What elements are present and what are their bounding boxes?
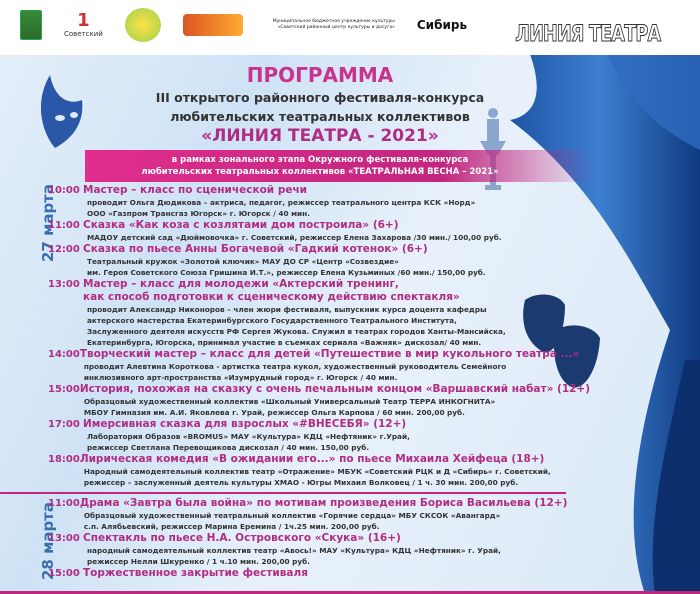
event-description: проводит Александр Никоноров – член жюри фестиваля, выпускник курса доцента кафедры xyxy=(87,305,487,314)
program-heading: ПРОГРАММА xyxy=(246,63,394,87)
event-time: 13:00 xyxy=(48,533,80,544)
event-description: актерского мастерства Екатеринбургского Государственного Театрального Института, xyxy=(87,316,457,325)
schedule-item xyxy=(48,453,551,488)
event-description: Заслуженного деятеля искусств РФ Сергея Жукова. Служил в театрах городов Ханты-Мансийска, xyxy=(87,327,506,336)
event-title: Спектакль по пьесе Н.А. Островского «Скука» (16+) xyxy=(83,532,401,544)
event-title: Творческий мастер – класс для детей «Путешествие в мир кукольного театра ...» xyxy=(79,348,580,360)
event-description: с.п. Алябьевский, режиссер Марина Еремина / 1ч.25 мин. 200,00 руб. xyxy=(83,522,380,531)
event-time: 17:00 xyxy=(48,419,80,430)
event-time: 15:00 xyxy=(48,568,80,579)
day-divider xyxy=(0,492,566,494)
schedule-item xyxy=(48,567,518,580)
event-time: 18:00 xyxy=(48,454,80,465)
event-description: им. Героя Советского Союза Гришина И.Т.», режиссер Елена Кузьминых /60 мин./ 150,00 руб. xyxy=(87,268,486,277)
event-title: Драма «Завтра была война» по мотивам произведения Бориса Васильева (12+) xyxy=(79,497,568,509)
event-description: МБОУ Гимназия им. А.И. Яковлева г. Урай, режиссер Ольга Карпова / 60 мин. 200,00 руб. xyxy=(83,408,465,417)
program-subtitle: III открытого районного фестиваля-конкурса любительских театральных коллективов xyxy=(155,90,485,124)
mask-icon xyxy=(30,70,90,150)
schedule xyxy=(48,184,591,580)
event-title: Мастер – класс по сценической речи xyxy=(83,184,308,196)
schedule-item xyxy=(48,532,518,567)
event-description: режиссер Нелли Шкуренко / 1 ч.10 мин. 200,00 руб. xyxy=(87,557,311,566)
event-description: народный самодеятельный коллектив театр «Авось!» МАУ «Культура» КДЦ «Нефтяник» г. Урай, xyxy=(87,546,501,555)
event-description: Театральный кружок «Золотой ключик» МАУ ДО СР «Центр «Созвездие» xyxy=(87,257,399,266)
event-description: Образцовый художественный театральный коллектив «Горячие сердца» МБУ СКСОК «Авангард» xyxy=(83,511,501,520)
event-title: Торжественное закрытие фестиваля xyxy=(83,567,308,579)
event-title: Мастер – класс для молодежи «Актерский тренинг, xyxy=(83,278,399,290)
event-time: 11:00 xyxy=(48,498,80,509)
event-description: проводит Ольга Дюдикова – актриса, педагог, режиссер театрального центра КСК «Норд» xyxy=(87,198,476,207)
event-title: Лирическая комедия «В ожидании его...» по пьесе Михаила Хейфеца (18+) xyxy=(79,453,545,465)
festival-name: «ЛИНИЯ ТЕАТРА - 2021» xyxy=(201,126,439,146)
event-title: История, похожая на сказку с очень печальным концом «Варшавский набат» (12+) xyxy=(79,383,591,395)
event-description: проводит Алевтина Короткова - артистка театра кукол, художественный руководитель Семейного xyxy=(83,362,507,371)
event-time: 13:00 xyxy=(48,279,80,290)
schedule-item xyxy=(48,383,591,418)
event-title: как способ подготовки к сценическому действию спектакля» xyxy=(83,291,460,303)
schedule-item xyxy=(48,418,518,453)
schedule-item xyxy=(48,184,518,219)
event-description: инклюзивного арт-пространства «Изумрудный город» г. Югорск / 40 мин. xyxy=(83,373,398,382)
event-description: Образцовый художественный коллектив «Школьный Универсальный Театр ТЕРРА ИНКОГНИТА» xyxy=(83,397,496,406)
event-description: режиссер Светлана Перевощикова дискозал / 40 мин. 150,00 руб. xyxy=(87,443,370,452)
day-label: 28 марта xyxy=(39,501,57,581)
event-description: МАДОУ детский сад «Дюймовочка» г. Советский, режиссер Елена Захарова /30 мин./ 100,00 руб. xyxy=(87,233,502,242)
mbuk-label: Муниципальное бюджетное учреждение культуры «Советский районный центр культуры и досуга» xyxy=(272,19,395,30)
event-description: Лаборатория Образов «BROMUS» МАУ «Культура» КДЦ «Нефтяник» г.Урай, xyxy=(87,432,410,441)
event-title: Сказка по пьесе Анны Богачевой «Гадкий котенок» (6+) xyxy=(83,243,428,255)
event-time: 12:00 xyxy=(48,244,80,255)
schedule-item xyxy=(48,278,518,348)
event-time: 15:00 xyxy=(48,384,80,395)
sovetsky-logo: 1 Советский xyxy=(64,10,103,38)
schedule-item xyxy=(48,219,518,243)
schedule-item xyxy=(48,497,568,532)
event-description: Екатеринбурга, Югорска, принимал участие в съемках сериала «Важняк» дискозал/ 40 мин. xyxy=(87,338,482,347)
event-description: режиссер – заслуженный деятель культуры ХМАО - Югры Михаил Волковец / 1 ч. 30 мин. 200,00 руб. xyxy=(83,478,519,487)
event-time: 11:00 xyxy=(48,220,80,231)
schedule-item xyxy=(48,243,518,278)
event-time: 10:00 xyxy=(48,185,80,196)
event-description: ООО «Газпром Трансгаз Югорск» г. Югорск / 40 мин. xyxy=(87,209,310,218)
event-time: 14:00 xyxy=(48,349,80,360)
festival-brand-logo: ЛИНИЯ ТЕАТРА xyxy=(514,22,660,47)
event-title: Имерсивная сказка для взрослых «#ВНЕСЕБЯ» (12+) xyxy=(83,418,407,430)
district-crest-logo xyxy=(20,10,42,40)
partner-logos xyxy=(20,8,467,42)
sibir-logo: Сибирь xyxy=(416,18,468,32)
ereka-logo xyxy=(183,14,243,36)
festival-kids-logo xyxy=(125,8,161,42)
day-label: 27 марта xyxy=(39,183,57,263)
event-title: Сказка «Как коза с козлятами дом построила» (6+) xyxy=(83,219,399,231)
schedule-item xyxy=(48,348,580,383)
event-description: Народный самодеятельный коллектив театр «Отражение» МБУК «Советский РЦК и Д «Сибирь» г. Советский, xyxy=(83,467,551,476)
subtitle-band: в рамках зонального этапа Окружного фестиваля-конкурса любительских театральных коллективов «ТЕАТРАЛЬНАЯ ВЕСНА – 2021» xyxy=(85,150,595,182)
